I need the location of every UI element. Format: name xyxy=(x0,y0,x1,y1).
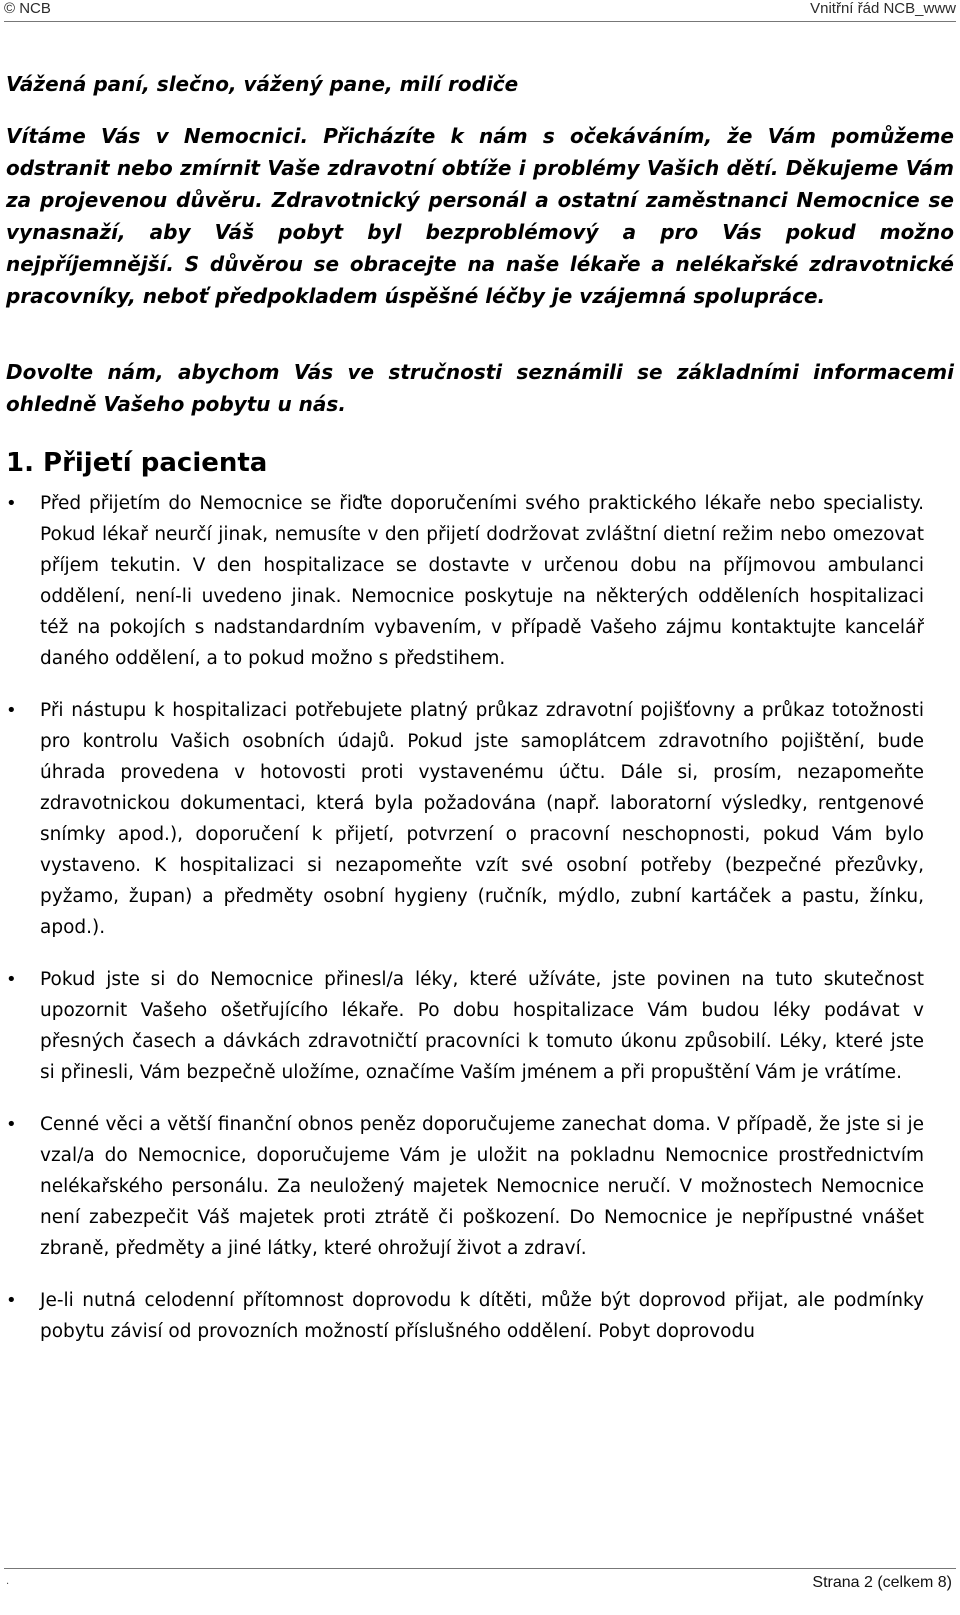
header-divider xyxy=(4,21,956,22)
greeting-line: Vážená paní, slečno, vážený pane, milí rodiče xyxy=(6,72,519,96)
page-number: Strana 2 (celkem 8) xyxy=(812,1574,952,1591)
bullet-icon: • xyxy=(6,1114,17,1135)
bullet-icon: • xyxy=(6,1290,17,1311)
intro-paragraph: Dovolte nám, abychom Vás ve stručnosti seznámili se základními informacemi ohledně Vašeho pobytu u nás. xyxy=(6,360,954,416)
list-item-text: Je-li nutná celodenní přítomnost doprovodu k dítěti, může být doprovod přijat, ale podmínky pobytu závisí od provozních možností příslušného oddělení. Pobyt doprovodu xyxy=(40,1290,924,1342)
list-item xyxy=(0,964,924,1088)
page-header xyxy=(0,0,960,22)
list-item-text: Cenné věci a větší finanční obnos peněz doporučujeme zanechat doma. V případě, že jste si je vzal/a do Nemocnice, doporučujeme Vám je uložit na pokladnu Nemocnice prostřednictvím nelékařského personálu. Za neuložený majetek Nemocnice neručí. V možnostech Nemocnice není zabezpečit Váš majetek proti ztrátě či poškození. Do Nemocnice je nepřípustné vnášet zbraně, předměty a jiné látky, které ohrožují život a zdraví. xyxy=(40,1114,924,1259)
bullet-list xyxy=(0,488,960,1368)
list-item-text: Před přijetím do Nemocnice se řiďte doporučeními svého praktického lékaře nebo specialisty. Pokud lékař neurčí jinak, nemusíte v den přijetí dodržovat zvláštní dietní režim nebo omezovat příjem tekutin. V den hospitalizace se dostavte v určenou dobu na příjmovou ambulanci oddělení, není-li uvedeno jinak. Nemocnice poskytuje na některých odděleních hospitalizaci též na pokojích s nadstandardním vybavením, v případě Vašeho zájmu kontaktujte kancelář daného oddělení, a to pokud možno s předstihem. xyxy=(40,493,924,669)
list-item xyxy=(0,695,924,943)
list-item xyxy=(0,1285,924,1347)
header-document-title: Vnitřní řád NCB_www xyxy=(810,0,956,17)
bullet-icon: • xyxy=(6,493,17,514)
list-item xyxy=(0,1109,924,1264)
footer-divider xyxy=(4,1568,956,1569)
list-item-text: Při nástupu k hospitalizaci potřebujete platný průkaz zdravotní pojišťovny a průkaz totožnosti pro kontrolu Vašich osobních údajů. Pokud jste samoplátcem zdravotního pojištění, bude úhrada provedena v hotovosti proti vystavenému účtu. Dále si, prosím, nezapomeňte zdravotnickou dokumentaci, která byla požadována (např. laboratorní výsledky, rentgenové snímky apod.), doporučení k přijetí, potvrzení o pracovní neschopnosti, pokud Vám bylo vystaveno. K hospitalizaci si nezapomeňte vzít své osobní potřeby (bezpečné přezůvky, pyžamo, župan) a předměty osobní hygieny (ručník, mýdlo, zubní kartáček a pastu, žínku, apod.). xyxy=(40,700,924,938)
list-item xyxy=(0,488,924,674)
header-copyright: © NCB xyxy=(4,0,51,17)
footer-mark: . xyxy=(6,1576,10,1587)
welcome-paragraph: Vítáme Vás v Nemocnici. Přicházíte k nám s očekáváním, že Vám pomůžeme odstranit nebo zmírnit Vaše zdravotní obtíže i problémy Vašich dětí. Děkujeme Vám za projevenou důvěru. Zdravotnický personál a ostatní zaměstnanci Nemocnice se vynasnaží, aby Váš pobyt byl bezproblémový a pro Vás pokud možno nejpříjemnější. S důvěrou se obracejte na naše lékaře a nelékařské zdravotnické pracovníky, neboť předpokladem úspěšné léčby je vzájemná spolupráce. xyxy=(6,124,954,308)
list-item-text: Pokud jste si do Nemocnice přinesl/a léky, které užíváte, jste povinen na tuto skutečnost upozornit Vašeho ošetřujícího lékaře. Po dobu hospitalizace Vám budou léky podávat v přesných časech a dávkách zdravotničtí pracovníci k tomuto úkonu způsobilí. Léky, které jste si přinesli, Vám bezpečně uložíme, označíme Vaším jménem a při propuštění Vám je vrátíme. xyxy=(40,969,924,1083)
bullet-icon: • xyxy=(6,700,17,721)
bullet-icon: • xyxy=(6,969,17,990)
section-heading: 1. Přijetí pacienta xyxy=(6,448,268,478)
